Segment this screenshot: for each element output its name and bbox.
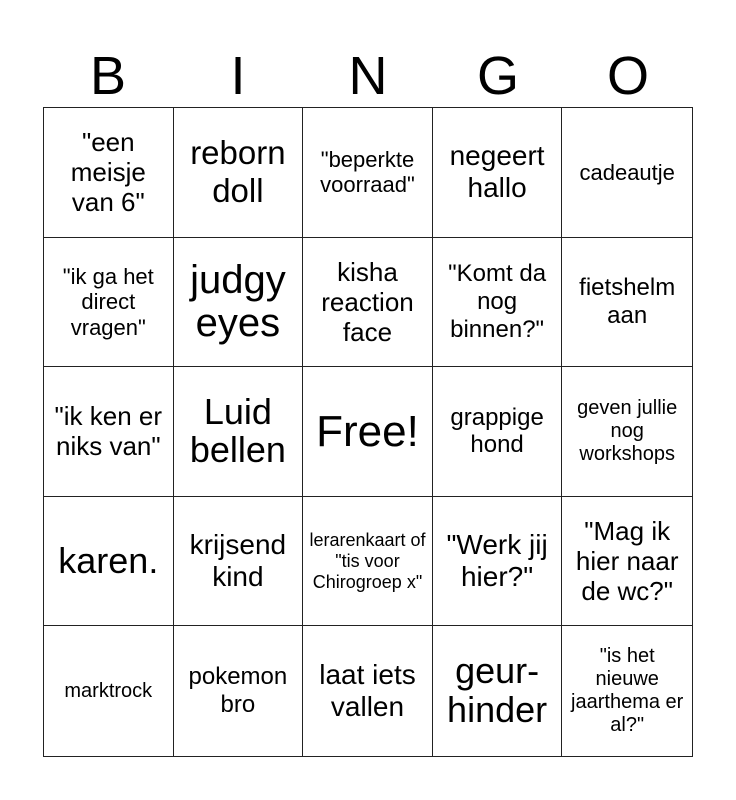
bingo-cell[interactable]: geven jullie nog workshops xyxy=(562,367,692,497)
header-letter-b: B xyxy=(89,46,127,106)
bingo-cell[interactable]: karen. xyxy=(44,497,174,627)
bingo-cell[interactable]: lerarenkaart of "tis voor Chirogroep x" xyxy=(303,497,433,627)
bingo-cell[interactable]: krijsend kind xyxy=(174,497,304,627)
bingo-cell[interactable]: "Mag ik hier naar de wc?" xyxy=(562,497,692,627)
bingo-cell[interactable]: fietshelm aan xyxy=(562,238,692,368)
bingo-cell[interactable]: "een meisje van 6" xyxy=(44,108,174,238)
bingo-cell[interactable]: "beperkte voorraad" xyxy=(303,108,433,238)
bingo-cell[interactable]: "Komt da nog binnen?" xyxy=(433,238,563,368)
bingo-cell[interactable]: reborn doll xyxy=(174,108,304,238)
header-letter-o: O xyxy=(606,46,649,106)
free-space-cell[interactable]: Free! xyxy=(303,367,433,497)
bingo-cell[interactable]: pokemon bro xyxy=(174,626,304,756)
header-letter-i: I xyxy=(230,46,246,106)
bingo-card xyxy=(43,107,693,757)
header-letter-g: G xyxy=(476,46,519,106)
bingo-cell[interactable]: grappige hond xyxy=(433,367,563,497)
bingo-cell[interactable]: "ik ga het direct vragen" xyxy=(44,238,174,368)
bingo-cell[interactable]: "Werk jij hier?" xyxy=(433,497,563,627)
bingo-header xyxy=(43,44,693,108)
bingo-cell[interactable]: judgy eyes xyxy=(174,238,304,368)
bingo-cell[interactable]: laat iets vallen xyxy=(303,626,433,756)
bingo-cell[interactable]: negeert hallo xyxy=(433,108,563,238)
bingo-cell[interactable]: marktrock xyxy=(44,626,174,756)
bingo-cell[interactable]: "is het nieuwe jaarthema er al?" xyxy=(571,644,684,737)
bingo-cell[interactable]: "ik ken er niks van" xyxy=(44,367,174,497)
bingo-cell[interactable]: cadeautje xyxy=(562,108,692,238)
bingo-cell[interactable]: Luid bellen xyxy=(174,367,304,497)
bingo-cell[interactable]: geur-hinder xyxy=(433,626,563,756)
bingo-cell[interactable]: kisha reaction face xyxy=(303,238,433,368)
header-letter-n: N xyxy=(348,46,388,106)
